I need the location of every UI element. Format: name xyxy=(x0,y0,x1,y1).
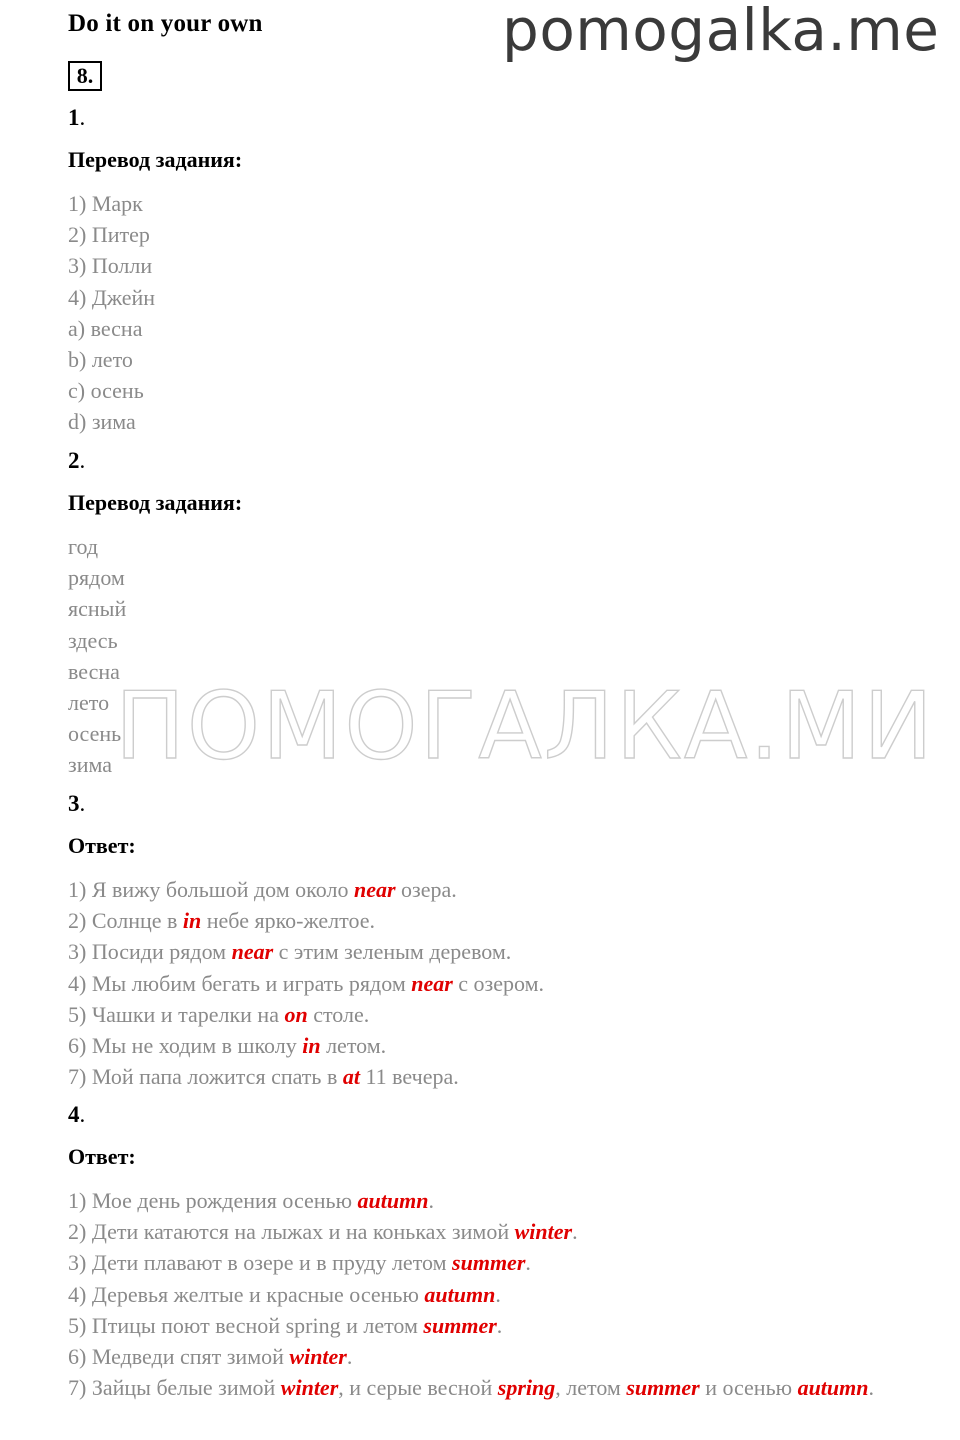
list-item xyxy=(68,905,920,936)
list-item xyxy=(68,1030,920,1061)
sentence-text: столе. xyxy=(307,1001,370,1027)
sentence-text: с озером. xyxy=(452,970,545,996)
sentence-text: . xyxy=(868,1375,874,1401)
sentence-text: летом. xyxy=(320,1033,387,1059)
answer-word: near xyxy=(353,877,396,902)
section-2 xyxy=(68,448,920,781)
section-number: 4. xyxy=(68,1102,86,1127)
list-item: b) лето xyxy=(68,347,133,373)
list-item xyxy=(68,1310,920,1341)
answer-word: winter xyxy=(289,1344,347,1370)
page-title: Do it on your own xyxy=(68,10,263,37)
sentence-text: с этим зеленым деревом. xyxy=(273,939,512,965)
section-label: Перевод задания: xyxy=(68,147,243,172)
list-item xyxy=(68,1372,920,1403)
sentence-text: 2) Дети катаются на лыжах и на коньках зимой xyxy=(68,1219,515,1245)
sentence-text: 6) Мы не ходим в школу xyxy=(68,1033,303,1059)
sentence-text: 4) Мы любим бегать и играть рядом xyxy=(68,970,412,996)
list-item: d) зима xyxy=(68,409,136,435)
list-item xyxy=(68,1185,920,1216)
list-item: год xyxy=(68,534,99,559)
list-item: лето xyxy=(68,690,110,716)
sentence-text: 11 вечера. xyxy=(359,1064,459,1090)
sentence-text: 5) Птицы поют весной spring и летом xyxy=(68,1312,424,1338)
list-item xyxy=(68,1279,920,1310)
list-item: здесь xyxy=(68,627,118,653)
list-item xyxy=(68,968,920,999)
list-item xyxy=(68,874,920,905)
list-item: 1) Марк xyxy=(68,191,143,216)
item-list xyxy=(68,531,920,781)
list-item xyxy=(68,1061,920,1092)
sentence-text: 5) Чашки и тарелки на xyxy=(68,1001,285,1027)
answer-list xyxy=(68,1185,920,1403)
list-item: осень xyxy=(68,721,122,747)
answer-word: autumn xyxy=(424,1281,496,1307)
watermark: ПОМОГАЛКА.МИ xyxy=(115,672,935,780)
answer-word: at xyxy=(342,1064,360,1090)
sentence-text: . xyxy=(572,1219,578,1245)
sentence-text: 3) Посиди рядом xyxy=(68,939,232,965)
answer-word: winter xyxy=(280,1375,339,1401)
sentence-text: 7) Мой папа ложится спать в xyxy=(68,1064,343,1090)
sentence-text: 4) Деревья желтые и красные осенью xyxy=(68,1281,425,1307)
list-item: весна xyxy=(68,658,120,684)
section-4 xyxy=(68,1102,920,1403)
list-item xyxy=(68,999,920,1030)
list-item: рядом xyxy=(68,565,125,591)
list-item xyxy=(68,1216,920,1247)
sentence-text: . xyxy=(525,1250,531,1276)
sentence-text: и осенью xyxy=(699,1375,798,1401)
answer-word: spring xyxy=(497,1375,556,1401)
section-label: Ответ: xyxy=(68,833,136,858)
sentence-text: . xyxy=(496,1312,503,1338)
section-number: 3. xyxy=(68,791,86,816)
sentence-text: , и серые весной xyxy=(338,1375,498,1401)
site-logo: pomogalka.me xyxy=(502,0,940,64)
exercise-number: 8. xyxy=(68,61,102,91)
section-label: Ответ: xyxy=(68,1144,136,1169)
answer-word: in xyxy=(302,1033,321,1059)
list-item: a) весна xyxy=(68,315,143,341)
list-item xyxy=(68,936,920,967)
sentence-text: 3) Дети плавают в озере и в пруду летом xyxy=(68,1250,453,1276)
sentence-text: 1) Я вижу большой дом около xyxy=(68,877,354,902)
answer-list xyxy=(68,874,920,1092)
answer-word: on xyxy=(284,1001,308,1027)
list-item: 4) Джейн xyxy=(68,284,156,310)
answer-word: autumn xyxy=(357,1188,429,1213)
section-number: 2. xyxy=(68,448,86,473)
answer-word: summer xyxy=(423,1312,497,1338)
list-item xyxy=(68,1247,920,1278)
section-3 xyxy=(68,791,920,1092)
answer-word: near xyxy=(411,970,453,996)
sentence-text: 1) Мое день рождения осенью xyxy=(68,1188,358,1213)
list-item: 3) Полли xyxy=(68,253,153,279)
answer-word: in xyxy=(182,908,202,934)
list-item: ясный xyxy=(68,596,127,622)
answer-word: summer xyxy=(626,1375,700,1401)
list-item xyxy=(68,1341,920,1372)
section-number: 1. xyxy=(68,105,86,130)
answer-word: winter xyxy=(514,1219,573,1245)
sentence-text: , летом xyxy=(555,1375,627,1401)
sentence-text: . xyxy=(346,1344,353,1370)
list-item: c) осень xyxy=(68,378,144,404)
answer-word: near xyxy=(231,939,274,965)
list-item: зима xyxy=(68,752,112,778)
sentence-text: 6) Медведи спят зимой xyxy=(68,1344,290,1370)
section-1 xyxy=(68,105,920,438)
sentence-text: небе ярко-желтое. xyxy=(201,908,375,934)
sentence-text: . xyxy=(428,1188,434,1213)
sentence-text: 7) Зайцы белые зимой xyxy=(68,1375,281,1401)
answer-word: autumn xyxy=(797,1375,869,1401)
sentence-text: . xyxy=(495,1281,501,1307)
answer-word: summer xyxy=(452,1250,526,1276)
item-list xyxy=(68,188,920,438)
sentence-text: озера. xyxy=(395,877,457,902)
section-label: Перевод задания: xyxy=(68,490,243,515)
sentence-text: 2) Солнце в xyxy=(68,908,183,934)
list-item: 2) Питер xyxy=(68,222,150,248)
